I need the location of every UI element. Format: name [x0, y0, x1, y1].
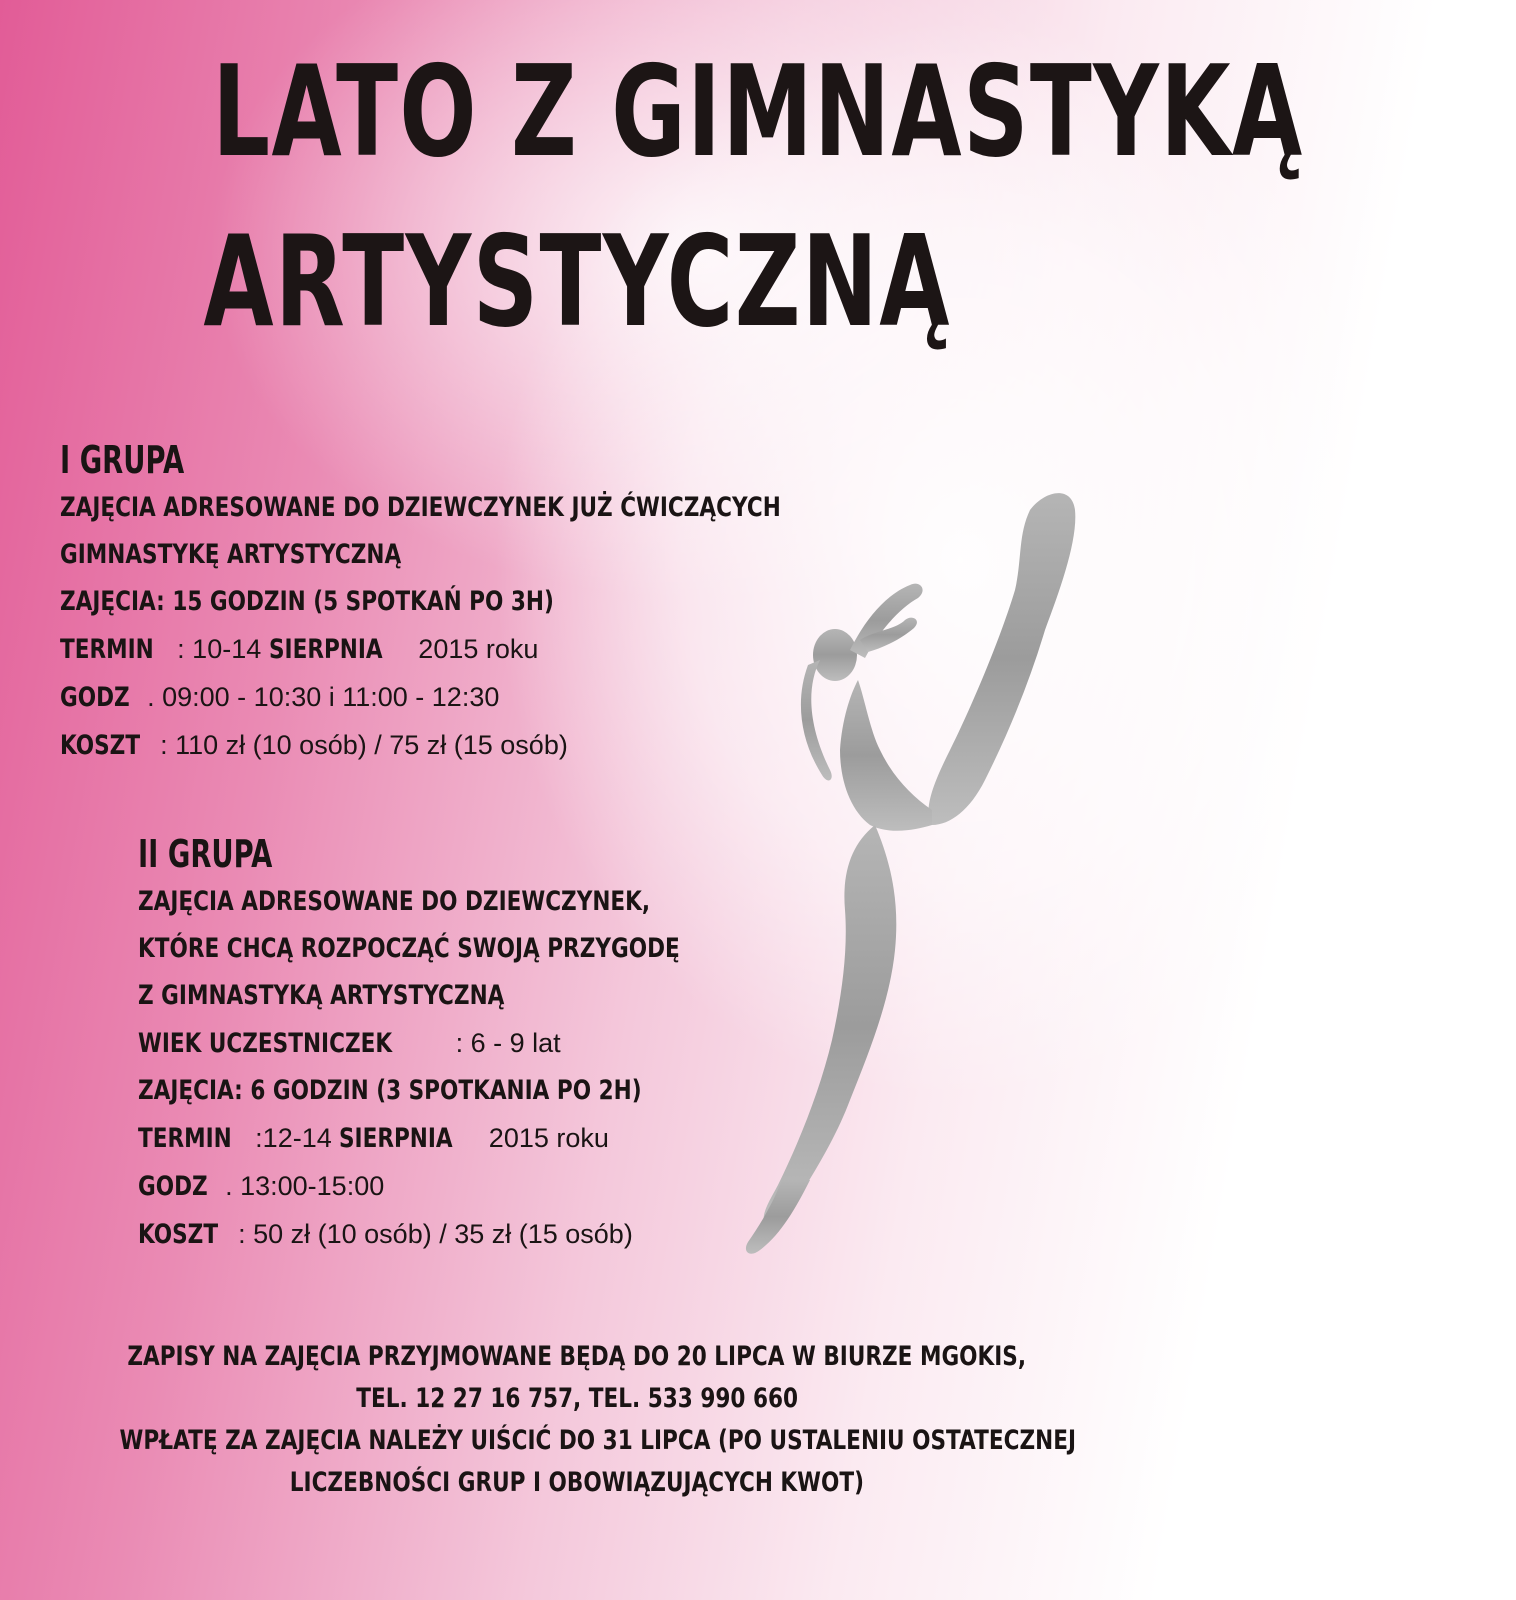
title-line-1-text: LATO Z GIMNASTYKĄ: [212, 38, 1304, 185]
group-2-cost-label: KOSZT: [138, 1219, 219, 1250]
group-2-hours: [138, 1162, 815, 1210]
poster-title-line-2: [0, 208, 1154, 355]
group-2-term-value-a: :12-14: [255, 1123, 340, 1153]
group-1-cost-label: KOSZT: [60, 730, 141, 761]
footer-line-2: [0, 1378, 1154, 1420]
group-2-term-value-b: 2015 roku: [481, 1123, 609, 1153]
group-2-classes: ZAJĘCIA: 6 GODZIN (3 SPOTKANIA PO 2H): [138, 1075, 642, 1106]
group-1-classes: ZAJĘCIA: 15 GODZIN (5 SPOTKAŃ PO 3H): [60, 586, 554, 617]
group-2-section: [138, 830, 815, 1258]
group-2-hours-label: GODZ: [138, 1171, 208, 1202]
group-2-description-line-2: KTÓRE CHCĄ ROZPOCZĄĆ SWOJĄ PRZYGODĘ: [138, 933, 680, 964]
title-line-2-text: ARTYSTYCZNĄ: [203, 208, 951, 355]
group-2-term: [138, 1114, 815, 1162]
group-2-hours-value: . 13:00-15:00: [225, 1171, 385, 1201]
group-1-description-line-2: GIMNASTYKĘ ARTYSTYCZNĄ: [60, 539, 402, 570]
group-1-heading: I GRUPA: [60, 438, 185, 482]
group-1-cost: [60, 721, 961, 769]
footer-line-4-text: LICZEBNOŚCI GRUP I OBOWIĄZUJĄCYCH KWOT): [289, 1467, 865, 1498]
group-2-age-label: WIEK UCZESTNICZEK: [138, 1028, 393, 1059]
group-1-term-month: SIERPNIA: [268, 634, 383, 665]
group-1-term-value-a: : 10-14: [177, 634, 269, 664]
group-2-heading: II GRUPA: [138, 832, 273, 876]
group-1-hours-value: . 09:00 - 10:30 i 11:00 - 12:30: [147, 682, 500, 712]
footer-line-1: [0, 1336, 1154, 1378]
group-2-age: [138, 1019, 815, 1067]
footer-line-1-text: ZAPISY NA ZAJĘCIA PRZYJMOWANE BĘDĄ DO 20 LIPCA W BIURZE MGOKIS,: [127, 1341, 1027, 1372]
poster-title-line-1: [0, 38, 1304, 185]
group-2-description-line-3: Z GIMNASTYKĄ ARTYSTYCZNĄ: [138, 980, 505, 1011]
group-1-hours: [60, 673, 961, 721]
group-1-term: [60, 625, 961, 673]
footer-line-3-text: WPŁATĘ ZA ZAJĘCIA NALEŻY UIŚCIĆ DO 31 LIPCA (PO USTALENIU OSTATECZNEJ: [119, 1425, 1077, 1456]
group-1-term-value-b: 2015 roku: [410, 634, 539, 664]
group-2-term-month: SIERPNIA: [339, 1123, 453, 1154]
group-2-term-label: TERMIN: [138, 1123, 232, 1154]
footer-info: [0, 1336, 1154, 1504]
group-2-cost-value: : 50 zł (10 osób) / 35 zł (15 osób): [238, 1219, 633, 1249]
group-1-description-line-1: ZAJĘCIA ADRESOWANE DO DZIEWCZYNEK JUŻ ĆWICZĄCYCH: [60, 492, 781, 523]
footer-line-3: [0, 1420, 1154, 1462]
footer-line-4: [0, 1462, 1154, 1504]
group-1-section: [60, 436, 961, 769]
group-2-cost: [138, 1210, 815, 1258]
group-1-cost-value: : 110 zł (10 osób) / 75 zł (15 osób): [160, 730, 568, 760]
group-2-description-line-1: ZAJĘCIA ADRESOWANE DO DZIEWCZYNEK,: [138, 886, 651, 917]
group-1-term-label: TERMIN: [60, 634, 154, 665]
group-2-age-value: : 6 - 9 lat: [455, 1028, 561, 1058]
footer-line-2-text: TEL. 12 27 16 757, TEL. 533 990 660: [356, 1383, 798, 1414]
group-1-hours-label: GODZ: [60, 682, 130, 713]
